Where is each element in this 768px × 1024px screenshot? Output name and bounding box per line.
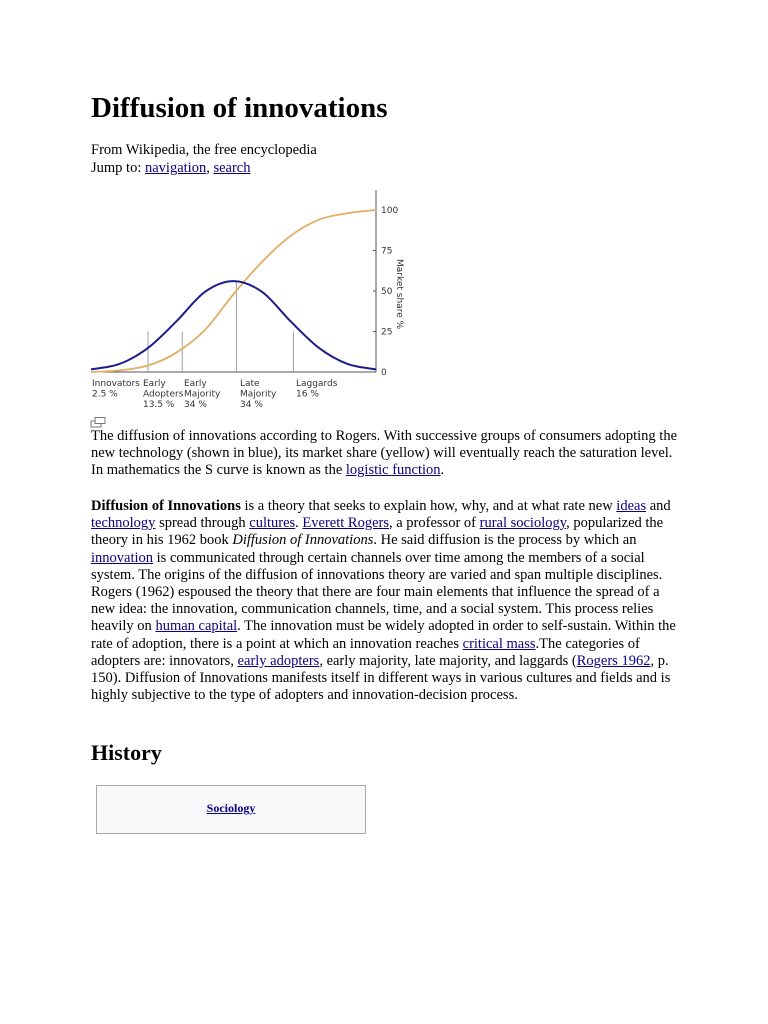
intro-paragraph [91,498,683,704]
early-adopters-link[interactable]: early adopters [237,652,320,669]
segment-label: 34 % [184,400,207,410]
segment-label: Adopters [143,389,184,400]
intro-text: is communicated through certain channels over time among the members of a social system. The origins of the diffusion of innovations theory are varied and span multiple disciplines. Rogers (1962) espoused the theory that there are four main elements that influence the spread of a new idea: the innovation, communication channels, time, and a social system. This process relies heavily on [91,549,663,635]
caption-text: The diffusion of innovations according to Rogers. With successive groups of consumers adopting the new technology (shown in blue), its market share (yellow) will eventually reach the saturation level. In mathematics the S curve is known as the [91,428,678,479]
y-tick-label: 100 [381,206,399,216]
segment-label: 34 % [240,400,263,410]
cultures-link[interactable]: cultures [249,515,296,532]
human-capital-link[interactable]: human capital [155,618,238,635]
jump-links [91,159,250,177]
intro-text: . He said diffusion is the process by which an [373,532,637,549]
intro-text: , a professor of [389,515,480,532]
adoption-chart [88,186,418,414]
site-tagline: From Wikipedia, the free encyclopedia [91,142,317,158]
history-heading: History [91,740,162,765]
intro-text: . [295,515,303,532]
jump-prefix: Jump to: [91,160,142,176]
rural-sociology-link[interactable]: rural sociology [479,515,567,532]
segment-label: 2.5 % [92,389,118,400]
y-tick-label: 25 [381,327,393,338]
innovation-link[interactable]: innovation [91,549,154,566]
segment-label: Late [240,379,260,389]
intro-text: is a theory that seeks to explain how, why, and at what rate new [240,498,617,514]
y-tick-label: 0 [381,368,387,378]
segment-label: Laggards [296,379,338,389]
rogers-1962-citation-link[interactable]: Rogers 1962 [576,652,651,669]
y-tick-label: 50 [381,287,393,297]
sociology-link[interactable]: Sociology [206,801,256,815]
enlarge-icon[interactable] [90,417,106,428]
intro-text: , popularized the theory in his 1962 book [91,515,664,549]
logistic-function-link[interactable]: logistic function [345,462,441,479]
everett-rogers-link[interactable]: Everett Rogers [302,515,389,532]
intro-text: and [646,498,671,514]
jump-navigation-link[interactable]: navigation [144,160,207,176]
subject-bold: Diffusion of Innovations [91,498,241,514]
figure-caption [91,428,683,480]
series-line-market_share [91,210,376,372]
segment-label: 13.5 % [143,400,175,410]
jump-separator: , [206,160,210,176]
intro-text: , p. 150). Diffusion of Innovations manifests itself in different ways in various cultures and fields and is highly subjective to the type of adopters and innovation-decision process. [91,652,671,704]
segment-label: 16 % [296,389,319,400]
critical-mass-link[interactable]: critical mass [462,635,536,652]
book-title: Diffusion of Innovations [232,532,374,549]
caption-end: . [440,462,445,479]
segment-label: Early [143,379,166,389]
intro-text: . The innovation must be widely adopted in order to self-sustain. Within the rate of adoption, there is a point at which an innovation reaches [91,618,676,652]
segment-label: Majority [240,389,277,400]
ideas-link[interactable]: ideas [616,498,647,514]
y-axis-label: Market share % [394,259,404,330]
sociology-navbox [96,785,366,834]
segment-label: Early [184,379,207,389]
y-tick-label: 75 [381,246,393,257]
segment-label: Majority [184,389,221,400]
page-title: Diffusion of innovations [91,92,388,124]
intro-text: .The categories of adopters are: innovators, [91,635,640,669]
jump-search-link[interactable]: search [213,160,251,176]
technology-link[interactable]: technology [91,515,156,532]
segment-label: Innovators [92,379,140,389]
intro-text: , early majority, late majority, and laggards ( [319,652,577,669]
intro-text: spread through [155,515,250,532]
